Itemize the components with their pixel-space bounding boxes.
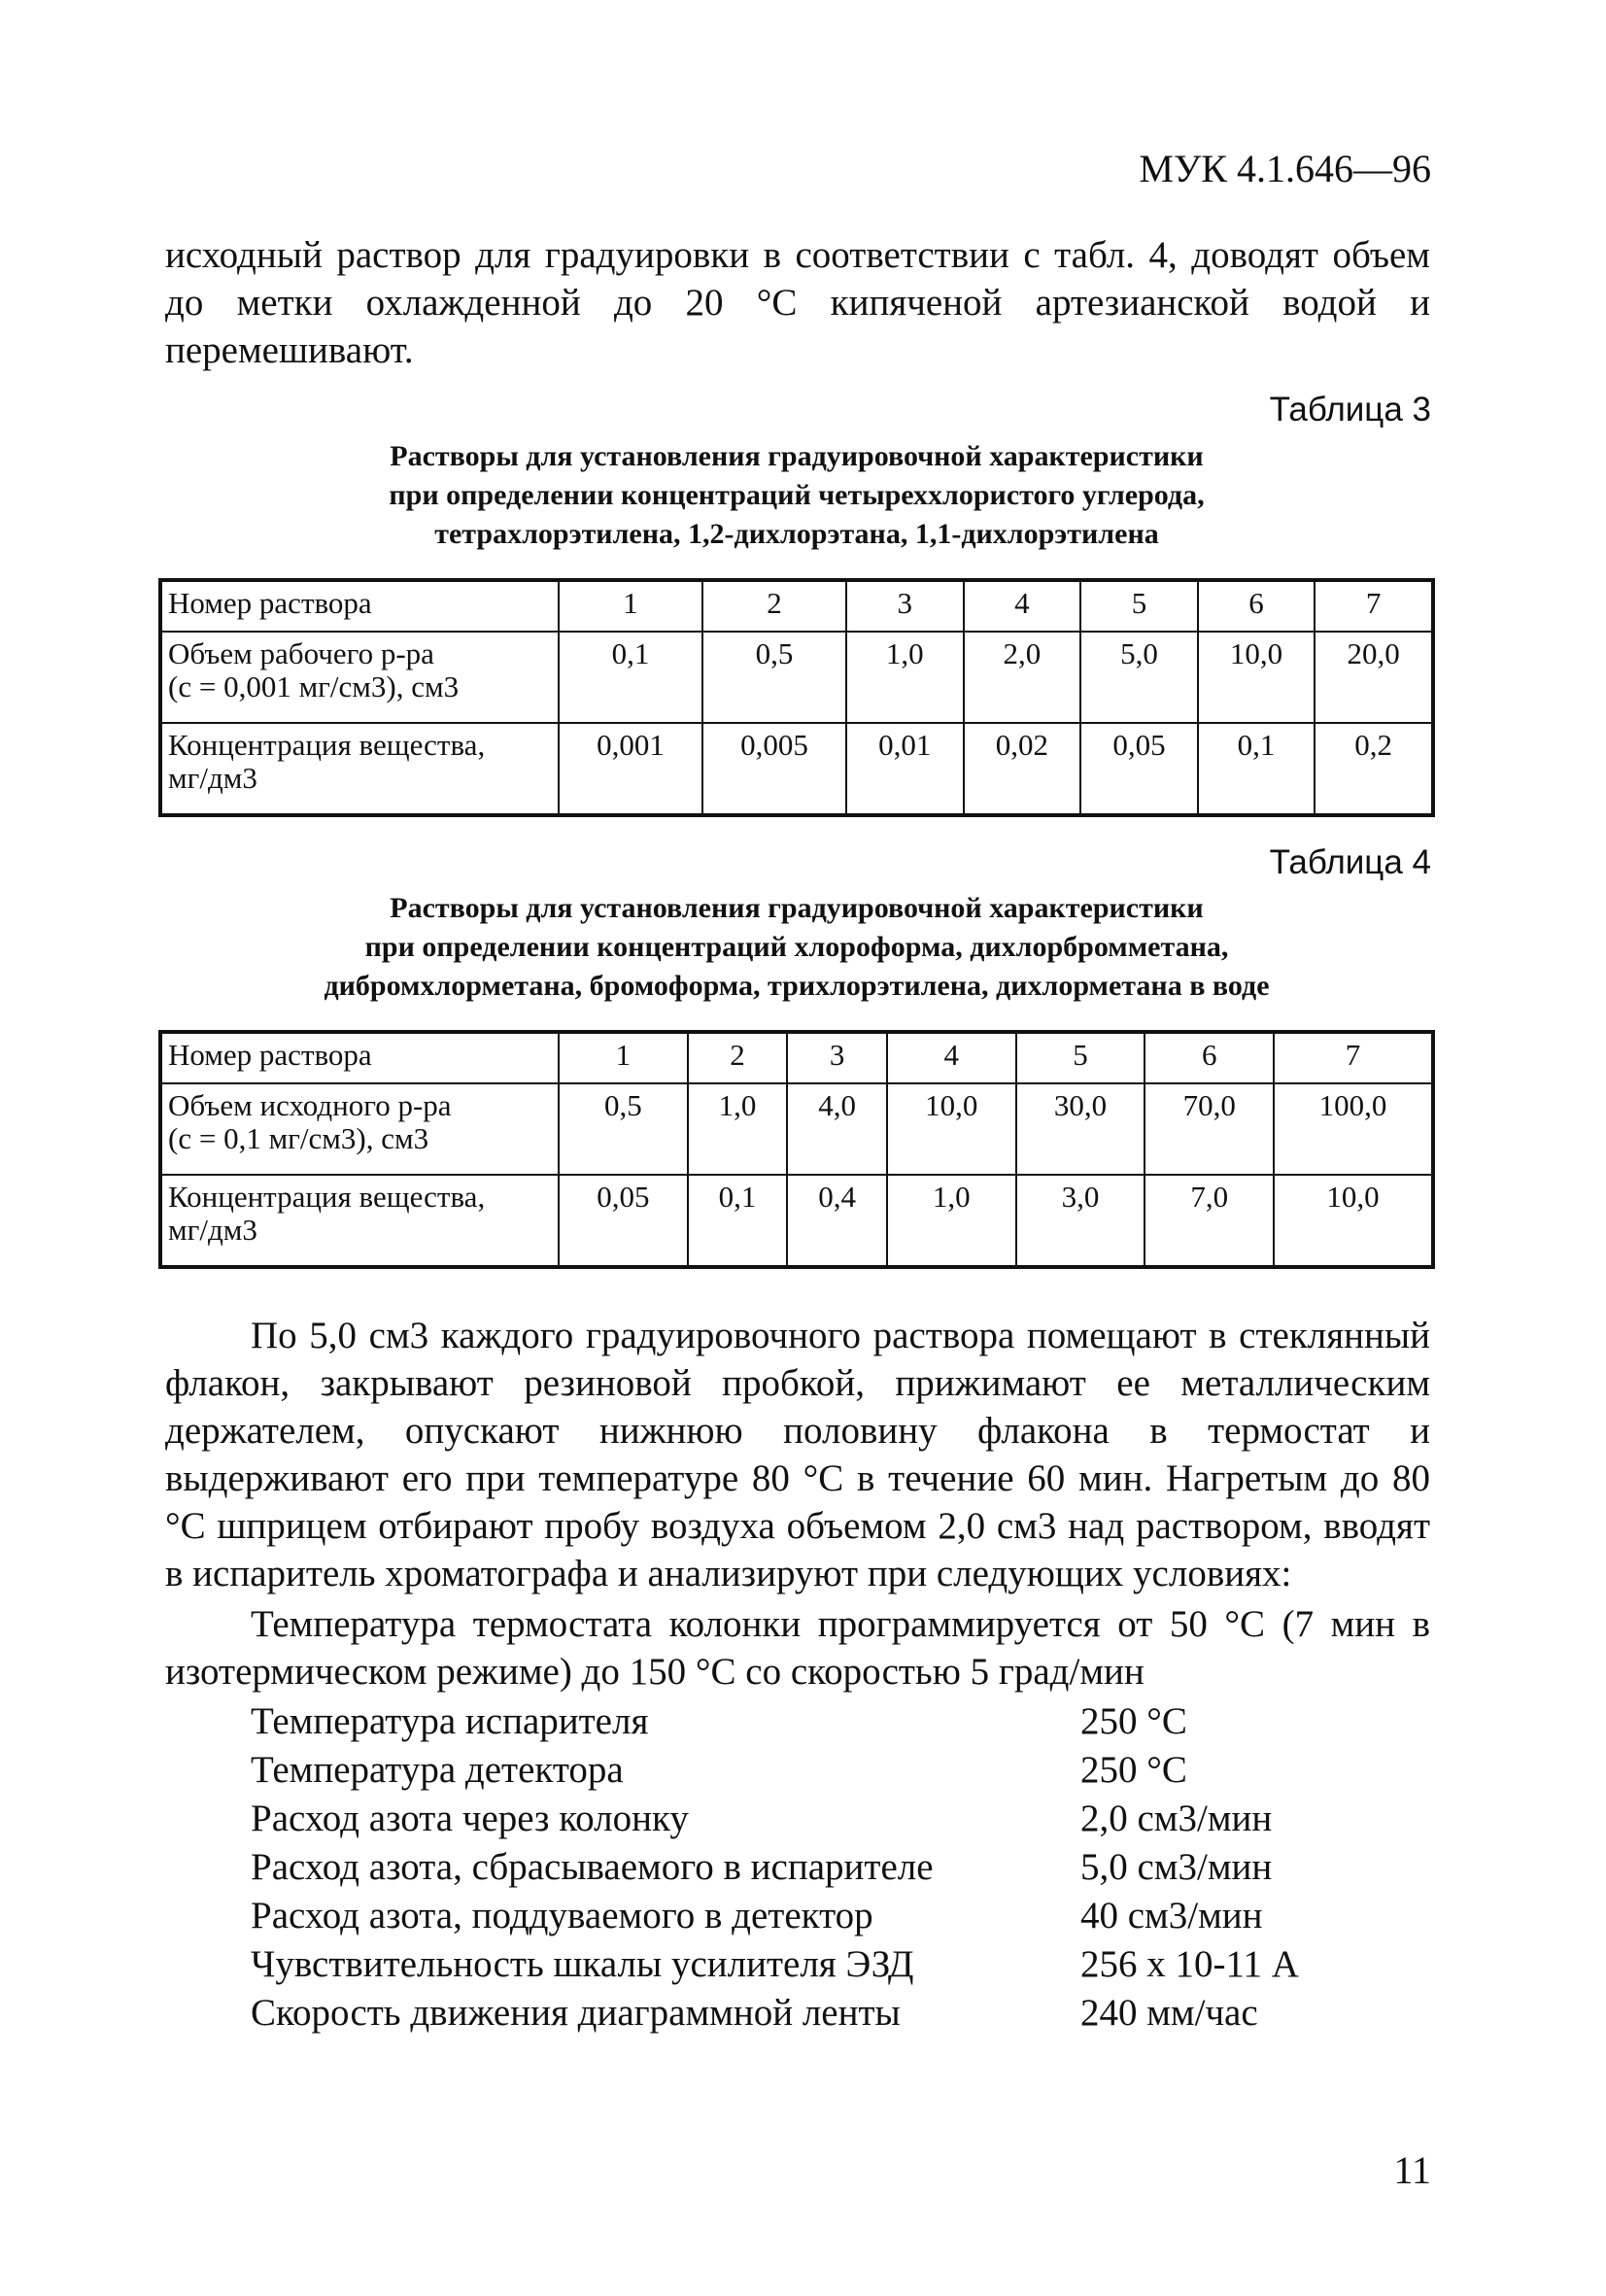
table3 — [160, 580, 1433, 815]
table-cell: 3,0 — [1016, 1175, 1145, 1266]
row-header-line: мг/дм3 — [168, 761, 257, 795]
condition-label: Температура детектора — [251, 1749, 624, 1791]
row-header-line: (с = 0,001 мг/см3), см3 — [168, 669, 460, 703]
table-cell: 4 — [887, 1033, 1016, 1083]
table-cell: 1,0 — [688, 1083, 788, 1175]
temperature-program: Температура термостата колонки программируется от 50 °С (7 мин в изотермическом режиме) до 150 °С со скоростью 5 град/мин — [165, 1603, 1430, 1693]
table3-title-line: при определении концентраций четыреххлористого углерода, — [389, 479, 1205, 511]
table-cell: 0,2 — [1315, 723, 1432, 814]
row-header-line: мг/дм3 — [168, 1213, 257, 1247]
table-cell: 2 — [702, 581, 846, 632]
procedure-paragraph: По 5,0 см3 каждого градуировочного раствора помещают в стеклянный флакон, закрывают резиновой пробкой, прижимают ее металлическим держателем, опускают нижнюю половину флакона в термостат и выдерживают его при температуре 80 °С в течение 60 мин. Нагретым до 80 °С шприцем отбирают пробу воздуха объемом 2,0 см3 над раствором, вводят в испаритель хроматографа и анализируют при следующих условиях: — [165, 1315, 1430, 1594]
row-header — [161, 1083, 559, 1175]
table-cell: 0,1 — [1198, 723, 1316, 814]
table-cell: 4 — [964, 581, 1081, 632]
intro-paragraph: исходный раствор для градуировки в соответствии с табл. 4, доводят объем до метки охлажденной до 20 °С кипяченой артезианской водой и перемешивают. — [165, 234, 1430, 371]
table4-title-line: Растворы для установления градуировочной характеристики — [390, 892, 1204, 924]
table-cell: 0,1 — [559, 632, 702, 723]
table-cell: 3 — [846, 581, 964, 632]
condition-label: Температура испарителя — [251, 1700, 649, 1742]
condition-value: 2,0 см3/мин — [1080, 1798, 1273, 1839]
table-row — [161, 632, 1432, 723]
row-header-line: Концентрация вещества, — [168, 728, 486, 762]
table-cell: 5,0 — [1080, 632, 1198, 723]
condition-value: 5,0 см3/мин — [1080, 1846, 1273, 1888]
table-cell: 3 — [787, 1033, 887, 1083]
condition-value: 250 °С — [1080, 1700, 1187, 1742]
table-row — [161, 581, 1432, 632]
condition-label: Расход азота через колонку — [251, 1798, 689, 1839]
condition-value: 250 °С — [1080, 1749, 1187, 1791]
table-cell: 5 — [1016, 1033, 1145, 1083]
condition-label: Расход азота, сбрасываемого в испарителе — [251, 1846, 934, 1888]
table-cell: 0,05 — [1080, 723, 1198, 814]
table-cell: 0,01 — [846, 723, 964, 814]
table-cell: 0,5 — [559, 1083, 688, 1175]
row-header-line: Объем исходного р-ра — [168, 1088, 452, 1122]
page-number: 11 — [1393, 2148, 1431, 2192]
table-row — [161, 723, 1432, 814]
table-cell: 20,0 — [1315, 632, 1432, 723]
table-row — [161, 1175, 1432, 1266]
table-cell: 30,0 — [1016, 1083, 1145, 1175]
table-cell: 100,0 — [1274, 1083, 1432, 1175]
table-cell: 0,001 — [559, 723, 702, 814]
table-cell: 70,0 — [1145, 1083, 1274, 1175]
row-header — [161, 1175, 559, 1266]
table-cell: 7 — [1315, 581, 1432, 632]
row-header-line: (с = 0,1 мг/см3), см3 — [168, 1121, 429, 1155]
table-cell: 1,0 — [887, 1175, 1016, 1266]
table4-label: Таблица 4 — [1269, 843, 1431, 881]
table-cell: 7,0 — [1145, 1175, 1274, 1266]
table-cell: 4,0 — [787, 1083, 887, 1175]
table-row — [161, 1033, 1432, 1083]
table-cell: 0,05 — [559, 1175, 688, 1266]
table-cell: 7 — [1274, 1033, 1432, 1083]
condition-label: Расход азота, поддуваемого в детектор — [251, 1895, 873, 1936]
row-header: Номер раствора — [161, 1033, 559, 1083]
row-header-line: Объем рабочего р-ра — [168, 636, 434, 670]
condition-value: 40 см3/мин — [1080, 1895, 1263, 1936]
row-header-line: Концентрация вещества, — [168, 1180, 486, 1214]
condition-label: Скорость движения диаграммной ленты — [251, 1992, 901, 2034]
row-header — [161, 723, 559, 814]
table-cell: 2 — [688, 1033, 788, 1083]
table4-title-line: при определении концентраций хлороформа, дихлорбромметана, — [364, 931, 1229, 963]
table4-title — [165, 889, 1428, 1006]
table-cell: 0,02 — [964, 723, 1081, 814]
table-cell: 6 — [1145, 1033, 1274, 1083]
table-cell: 1,0 — [846, 632, 964, 723]
table-cell: 0,005 — [702, 723, 846, 814]
condition-value: 240 мм/час — [1080, 1992, 1258, 2034]
table-cell: 0,4 — [787, 1175, 887, 1266]
table-cell: 2,0 — [964, 632, 1081, 723]
table-cell: 1 — [559, 581, 702, 632]
table3-title-line: тетрахлорэтилена, 1,2-дихлорэтана, 1,1-дихлорэтилена — [434, 518, 1159, 550]
table3-title-line: Растворы для установления градуировочной характеристики — [390, 440, 1204, 472]
row-header: Номер раствора — [161, 581, 559, 632]
table-row — [161, 1083, 1432, 1175]
table-cell: 10,0 — [1274, 1175, 1432, 1266]
table4 — [160, 1032, 1433, 1267]
table4-title-line: дибромхлорметана, бромоформа, трихлорэтилена, дихлорметана в воде — [324, 970, 1270, 1002]
table-cell: 5 — [1080, 581, 1198, 632]
table-cell: 0,5 — [702, 632, 846, 723]
table-cell: 1 — [559, 1033, 688, 1083]
table-cell: 10,0 — [887, 1083, 1016, 1175]
table3-label: Таблица 3 — [1269, 391, 1431, 428]
condition-value: 256 x 10-11 А — [1080, 1943, 1299, 1985]
table-cell: 6 — [1198, 581, 1316, 632]
row-header — [161, 632, 559, 723]
table-cell: 10,0 — [1198, 632, 1316, 723]
document-code: МУК 4.1.646—96 — [1139, 147, 1431, 190]
table3-title — [165, 437, 1428, 554]
table-cell: 0,1 — [688, 1175, 788, 1266]
condition-label: Чувствительность шкалы усилителя ЭЗД — [251, 1943, 914, 1985]
